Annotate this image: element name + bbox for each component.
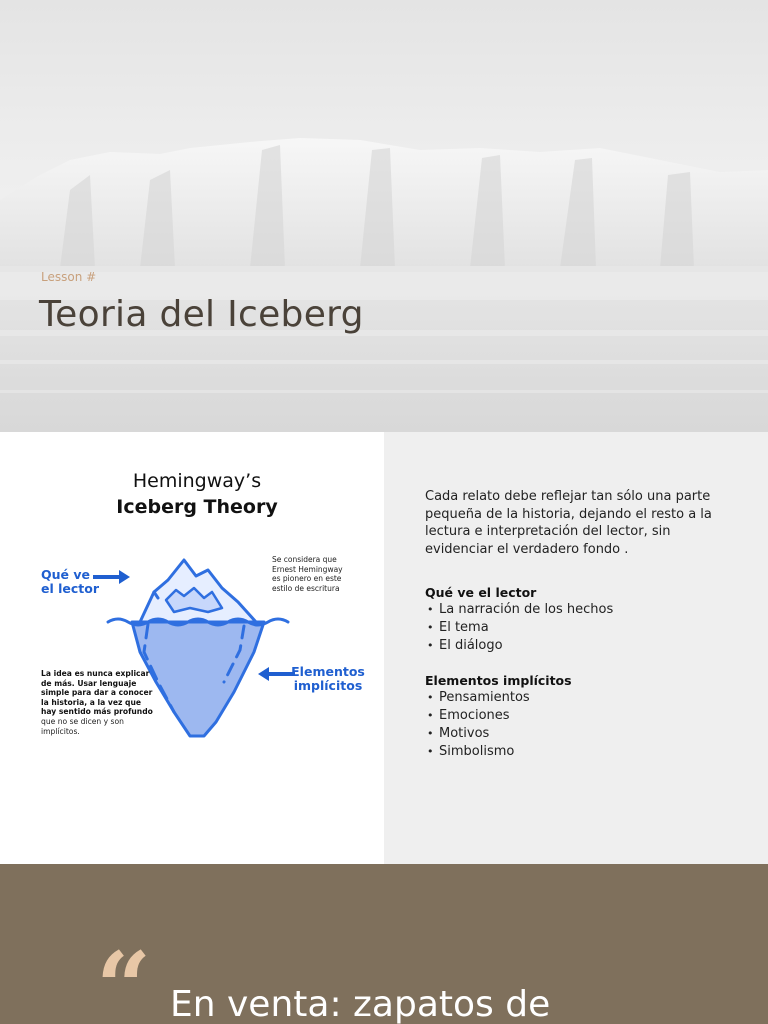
- idea-note: [41, 669, 153, 736]
- section-what-reader-sees-title: Qué ve el lector: [425, 585, 537, 600]
- quote-text: En venta: zapatos de: [170, 984, 551, 1024]
- iceberg-photo-background: [0, 0, 768, 432]
- list-item: • El tema: [425, 619, 613, 637]
- what-reader-sees-line1: Qué ve: [41, 567, 90, 582]
- hero-banner: [0, 0, 768, 432]
- implicit-line2: implícitos: [293, 678, 363, 693]
- section-implicit-elements-title: Elementos implícitos: [425, 673, 572, 688]
- what-reader-sees-label: [41, 568, 99, 596]
- implicit-elements-label: [288, 665, 368, 693]
- list-item: • Pensamientos: [425, 689, 530, 707]
- page-title: Teoria del Iceberg: [39, 294, 364, 335]
- implicit-line1: Elementos: [291, 664, 365, 679]
- infographic-panel: [0, 432, 384, 864]
- what-reader-sees-line2: el lector: [41, 581, 100, 596]
- idea-bold-text: La idea es nunca explicar de más. Usar lenguaje simple para dar a conocer la historia, a la vez que hay sentido más profundo: [41, 669, 153, 717]
- what-reader-sees-list: [425, 601, 613, 655]
- note-line: es pionero en este: [272, 574, 342, 583]
- list-item: • Emociones: [425, 707, 530, 725]
- infographic-title-line1: Hemingway’s: [132, 470, 262, 492]
- note-line: Se considera que: [272, 555, 337, 564]
- content-panel: [384, 432, 768, 864]
- note-line: estilo de escritura: [272, 583, 340, 593]
- list-item: • Motivos: [425, 725, 530, 743]
- quote-section: [0, 864, 768, 1024]
- infographic-title-line2: Iceberg Theory: [116, 496, 278, 518]
- lesson-label: Lesson #: [41, 270, 97, 284]
- intro-paragraph: Cada relato debe reflejar tan sólo una parte pequeña de la historia, dejando el resto a la lectura e interpretación del lector, sin evidenciar el verdadero fondo .: [425, 489, 712, 557]
- quote-mark-icon: “: [96, 931, 152, 1024]
- list-item: • La narración de los hechos: [425, 601, 613, 619]
- note-line: Ernest Hemingway: [272, 564, 343, 574]
- idea-rest-text: que no se dicen y son implícitos.: [41, 716, 124, 736]
- list-item: • El diálogo: [425, 637, 613, 655]
- implicit-elements-list: [425, 689, 530, 761]
- list-item: • Simbolismo: [425, 743, 530, 761]
